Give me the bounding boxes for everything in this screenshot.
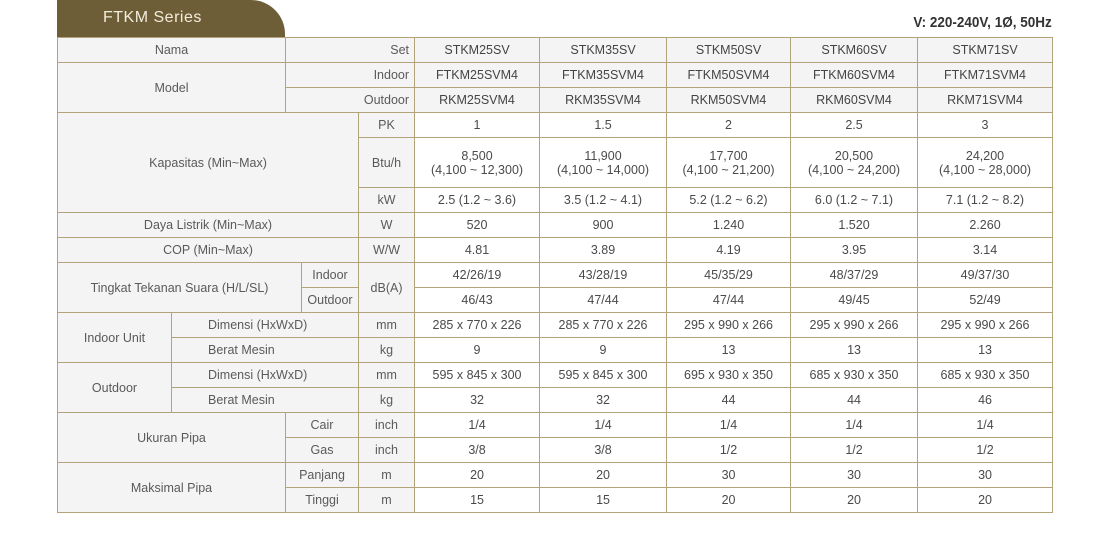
value-cell: 44 xyxy=(791,388,918,413)
value-cell: 4.81 xyxy=(415,238,540,263)
outdoor-model-cell: RKM60SVM4 xyxy=(791,88,918,113)
btu-range: (4,100 ~ 12,300) xyxy=(430,162,524,177)
outdoor-model-cell: RKM25SVM4 xyxy=(415,88,540,113)
value-cell: 30 xyxy=(918,463,1053,488)
indoor-model-cell: FTKM60SVM4 xyxy=(791,63,918,88)
table-row xyxy=(58,463,1053,488)
btu-value: 11,900 xyxy=(584,148,622,163)
table-row xyxy=(58,213,1053,238)
value-cell: 20 xyxy=(918,488,1053,513)
indoor-model-cell: FTKM35SVM4 xyxy=(540,63,667,88)
value-cell: 1/2 xyxy=(918,438,1053,463)
spec-table xyxy=(57,37,1053,513)
value-cell: 20 xyxy=(540,463,667,488)
table-row xyxy=(58,238,1053,263)
value-cell: 15 xyxy=(540,488,667,513)
value-cell: 13 xyxy=(918,338,1053,363)
set-model-cell: STKM50SV xyxy=(667,38,791,63)
value-cell: 30 xyxy=(791,463,918,488)
suara-outdoor-label: Outdoor xyxy=(302,288,359,313)
suara-indoor-label: Indoor xyxy=(302,263,359,288)
value-cell: 3.5 (1.2 ~ 4.1) xyxy=(540,188,667,213)
value-cell: 32 xyxy=(540,388,667,413)
nama-label: Nama xyxy=(58,38,286,63)
indoor-weight-label: Berat Mesin xyxy=(172,338,359,363)
indoor-model-cell: FTKM71SVM4 xyxy=(918,63,1053,88)
unit-cell: kg xyxy=(359,338,415,363)
unit-cell: m xyxy=(359,463,415,488)
value-cell: 3/8 xyxy=(415,438,540,463)
value-cell: 2 xyxy=(667,113,791,138)
value-cell: 49/45 xyxy=(791,288,918,313)
value-cell: 1/4 xyxy=(667,413,791,438)
value-cell: 44 xyxy=(667,388,791,413)
table-row xyxy=(58,263,1053,288)
cair-label: Cair xyxy=(286,413,359,438)
suara-label: Tingkat Tekanan Suara (H/L/SL) xyxy=(58,263,302,313)
unit-cell: PK xyxy=(359,113,415,138)
set-model-cell: STKM35SV xyxy=(540,38,667,63)
value-cell: 15 xyxy=(415,488,540,513)
value-cell: 1/2 xyxy=(791,438,918,463)
value-cell: 47/44 xyxy=(540,288,667,313)
outdoor-label: Outdoor xyxy=(286,88,415,113)
value-cell: 2.5 xyxy=(791,113,918,138)
value-cell: 49/37/30 xyxy=(918,263,1053,288)
outdoor-model-cell: RKM35SVM4 xyxy=(540,88,667,113)
unit-cell: Btu/h xyxy=(359,138,415,188)
value-cell: 32 xyxy=(415,388,540,413)
value-cell: 48/37/29 xyxy=(791,263,918,288)
value-cell xyxy=(791,138,918,188)
outdoor-model-cell: RKM71SVM4 xyxy=(918,88,1053,113)
value-cell: 295 x 990 x 266 xyxy=(791,313,918,338)
table-row xyxy=(58,63,1053,88)
btu-range: (4,100 ~ 14,000) xyxy=(556,162,650,177)
value-cell: 2.5 (1.2 ~ 3.6) xyxy=(415,188,540,213)
panjang-label: Panjang xyxy=(286,463,359,488)
btu-value: 17,700 xyxy=(709,148,748,163)
value-cell xyxy=(918,138,1053,188)
voltage-spec: V: 220-240V, 1Ø, 50Hz xyxy=(913,14,1052,31)
value-cell: 43/28/19 xyxy=(540,263,667,288)
table-row xyxy=(58,38,1053,63)
value-cell: 6.0 (1.2 ~ 7.1) xyxy=(791,188,918,213)
model-label: Model xyxy=(58,63,286,113)
value-cell: 1 xyxy=(415,113,540,138)
value-cell: 52/49 xyxy=(918,288,1053,313)
value-cell: 1.240 xyxy=(667,213,791,238)
value-cell: 45/35/29 xyxy=(667,263,791,288)
value-cell: 695 x 930 x 350 xyxy=(667,363,791,388)
value-cell: 4.19 xyxy=(667,238,791,263)
value-cell: 3.89 xyxy=(540,238,667,263)
indoor-model-cell: FTKM50SVM4 xyxy=(667,63,791,88)
value-cell: 47/44 xyxy=(667,288,791,313)
value-cell xyxy=(540,138,667,188)
value-cell: 295 x 990 x 266 xyxy=(667,313,791,338)
value-cell: 46 xyxy=(918,388,1053,413)
value-cell: 3/8 xyxy=(540,438,667,463)
unit-cell: mm xyxy=(359,363,415,388)
value-cell: 3.14 xyxy=(918,238,1053,263)
unit-cell: inch xyxy=(359,438,415,463)
btu-value: 20,500 xyxy=(834,148,874,163)
table-row xyxy=(58,388,1053,413)
outdoor-dim-label: Dimensi (HxWxD) xyxy=(172,363,359,388)
pipa-label: Ukuran Pipa xyxy=(58,413,286,463)
value-cell: 9 xyxy=(540,338,667,363)
indoor-dim-label: Dimensi (HxWxD) xyxy=(172,313,359,338)
value-cell xyxy=(667,138,791,188)
series-title: FTKM Series xyxy=(103,9,202,26)
btu-range: (4,100 ~ 21,200) xyxy=(682,162,775,177)
table-row xyxy=(58,113,1053,138)
value-cell: 685 x 930 x 350 xyxy=(918,363,1053,388)
series-title-tab xyxy=(57,0,285,37)
value-cell: 13 xyxy=(667,338,791,363)
value-cell: 685 x 930 x 350 xyxy=(791,363,918,388)
set-model-cell: STKM71SV xyxy=(918,38,1053,63)
value-cell: 1/4 xyxy=(791,413,918,438)
gas-label: Gas xyxy=(286,438,359,463)
unit-cell: dB(A) xyxy=(359,263,415,313)
cop-label: COP (Min~Max) xyxy=(58,238,359,263)
value-cell: 2.260 xyxy=(918,213,1053,238)
table-row xyxy=(58,413,1053,438)
value-cell: 7.1 (1.2 ~ 8.2) xyxy=(918,188,1053,213)
value-cell: 20 xyxy=(667,488,791,513)
unit-cell: mm xyxy=(359,313,415,338)
btu-value: 8,500 xyxy=(461,148,493,163)
value-cell: 20 xyxy=(415,463,540,488)
value-cell: 30 xyxy=(667,463,791,488)
daya-label: Daya Listrik (Min~Max) xyxy=(58,213,359,238)
indoor-model-cell: FTKM25SVM4 xyxy=(415,63,540,88)
value-cell: 5.2 (1.2 ~ 6.2) xyxy=(667,188,791,213)
value-cell: 295 x 990 x 266 xyxy=(918,313,1053,338)
btu-range: (4,100 ~ 24,200) xyxy=(807,162,901,177)
value-cell: 13 xyxy=(791,338,918,363)
set-model-cell: STKM25SV xyxy=(415,38,540,63)
value-cell: 595 x 845 x 300 xyxy=(415,363,540,388)
value-cell: 595 x 845 x 300 xyxy=(540,363,667,388)
set-model-cell: STKM60SV xyxy=(791,38,918,63)
unit-cell: W xyxy=(359,213,415,238)
value-cell: 1/4 xyxy=(415,413,540,438)
value-cell xyxy=(415,138,540,188)
value-cell: 9 xyxy=(415,338,540,363)
btu-range: (4,100 ~ 28,000) xyxy=(938,162,1032,177)
value-cell: 3.95 xyxy=(791,238,918,263)
value-cell: 46/43 xyxy=(415,288,540,313)
value-cell: 3 xyxy=(918,113,1053,138)
value-cell: 1.5 xyxy=(540,113,667,138)
btu-value: 24,200 xyxy=(965,148,1005,163)
kapasitas-label: Kapasitas (Min~Max) xyxy=(58,113,359,213)
maks-label: Maksimal Pipa xyxy=(58,463,286,513)
indoor-label: Indoor xyxy=(286,63,415,88)
value-cell: 520 xyxy=(415,213,540,238)
value-cell: 1/2 xyxy=(667,438,791,463)
unit-cell: W/W xyxy=(359,238,415,263)
value-cell: 1.520 xyxy=(791,213,918,238)
value-cell: 1/4 xyxy=(918,413,1053,438)
value-cell: 285 x 770 x 226 xyxy=(415,313,540,338)
unit-cell: kW xyxy=(359,188,415,213)
value-cell: 900 xyxy=(540,213,667,238)
indoor-unit-label: Indoor Unit xyxy=(58,313,172,363)
outdoor-weight-label: Berat Mesin xyxy=(172,388,359,413)
value-cell: 20 xyxy=(791,488,918,513)
set-label: Set xyxy=(286,38,415,63)
value-cell: 42/26/19 xyxy=(415,263,540,288)
value-cell: 1/4 xyxy=(540,413,667,438)
unit-cell: inch xyxy=(359,413,415,438)
table-row xyxy=(58,363,1053,388)
tinggi-label: Tinggi xyxy=(286,488,359,513)
unit-cell: m xyxy=(359,488,415,513)
value-cell: 285 x 770 x 226 xyxy=(540,313,667,338)
table-row xyxy=(58,313,1053,338)
outdoor-model-cell: RKM50SVM4 xyxy=(667,88,791,113)
table-row xyxy=(58,338,1053,363)
unit-cell: kg xyxy=(359,388,415,413)
outdoor-unit-label: Outdoor xyxy=(58,363,172,413)
